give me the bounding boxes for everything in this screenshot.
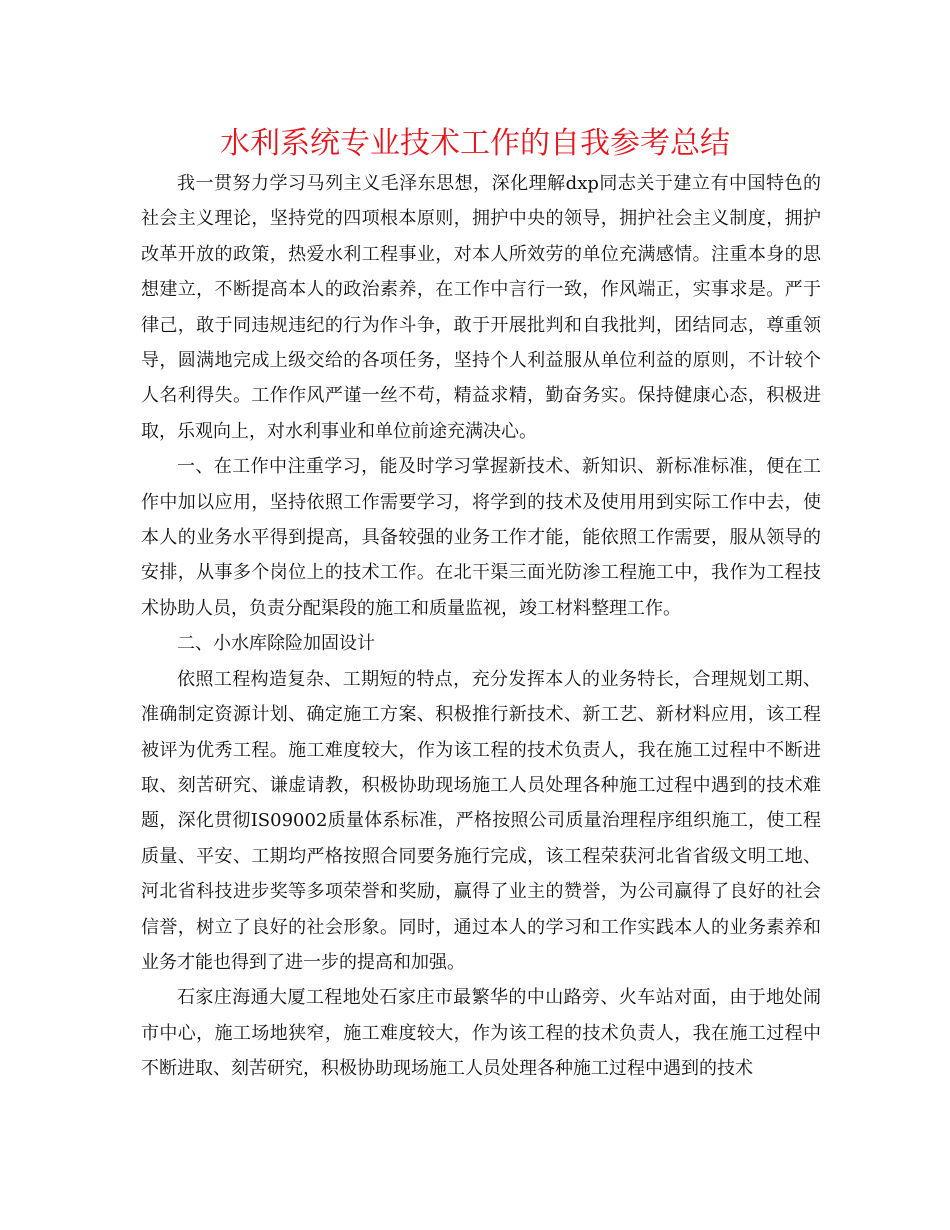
paragraph-section-2-heading: 二、小水库除险加固设计 — [177, 633, 375, 655]
paragraph-section-1: 一、在工作中注重学习，能及时学习掌握新技术、新知识、新标准标准，便在工作中加以应用，坚持依照工作需要学习，将学到的技术及使用用到实际工作中去，使本人的业务水平得到提高，具备较强的业务工作才能，能依照工作需要，服从领导的安排，从事多个岗位上的技术工作。在北干渠三面光防渗工程施工中，我作为工程技术协助人员，负责分配渠段的施工和质量监视，竣工材料整理工作。 — [141, 456, 821, 619]
paragraph-section-2-body: 依照工程构造复杂、工期短的特点，充分发挥本人的业务特长，合理规划工期、准确制定资源计划、确定施工方案、积极推行新技术、新工艺、新材料应用，该工程被评为优秀工程。施工难度较大，作为该工程的技术负责人，我在施工过程中不断进取、刻苦研究、谦虚请教，积极协助现场施工人员处理各种施工过程中遇到的技术难题，深化贯彻IS09002质量体系标准，严格按照公司质量治理程序组织施工，使工程质量、平安、工期均严格按照合同要务施行完成，该工程荣获河北省省级文明工地、河北省科技进步奖等多项荣誉和奖励，赢得了业主的赞誉，为公司赢得了良好的社会信誉，树立了良好的社会形象。同时，通过本人的学习和工作实践本人的业务素养和业务才能也得到了进一步的提高和加强。 — [141, 668, 821, 973]
paragraph-haitong-project: 石家庄海通大厦工程地处石家庄市最繁华的中山路旁、火车站对面，由于地处闹市中心，施工场地狭窄，施工难度较大，作为该工程的技术负责人，我在施工过程中不断进取、刻苦研究，积极协助现场施工人员处理各种施工过程中遇到的技术 — [141, 987, 821, 1080]
paragraph-intro: 我一贯努力学习马列主义毛泽东思想，深化理解dxp同志关于建立有中国特色的社会主义理论，坚持党的四项根本原则，拥护中央的领导，拥护社会主义制度，拥护改革开放的政策，热爱水利工程事业，对本人所效劳的单位充满感情。注重本身的思想建立，不断提高本人的政治素养，在工作中言行一致，作风端正，实事求是。严于律己，敢于同违规违纪的行为作斗争，敢于开展批判和自我批判，团结同志，尊重领导，圆满地完成上级交给的各项任务，坚持个人利益服从单位利益的原则，不计较个人名利得失。工作作风严谨一丝不苟，精益求精，勤奋务实。保持健康心态，积极进取，乐观向上，对水利事业和单位前途充满决心。 — [141, 173, 821, 442]
document-body — [141, 166, 821, 1087]
document-title: 水利系统专业技术工作的自我参考总结 — [220, 126, 730, 161]
